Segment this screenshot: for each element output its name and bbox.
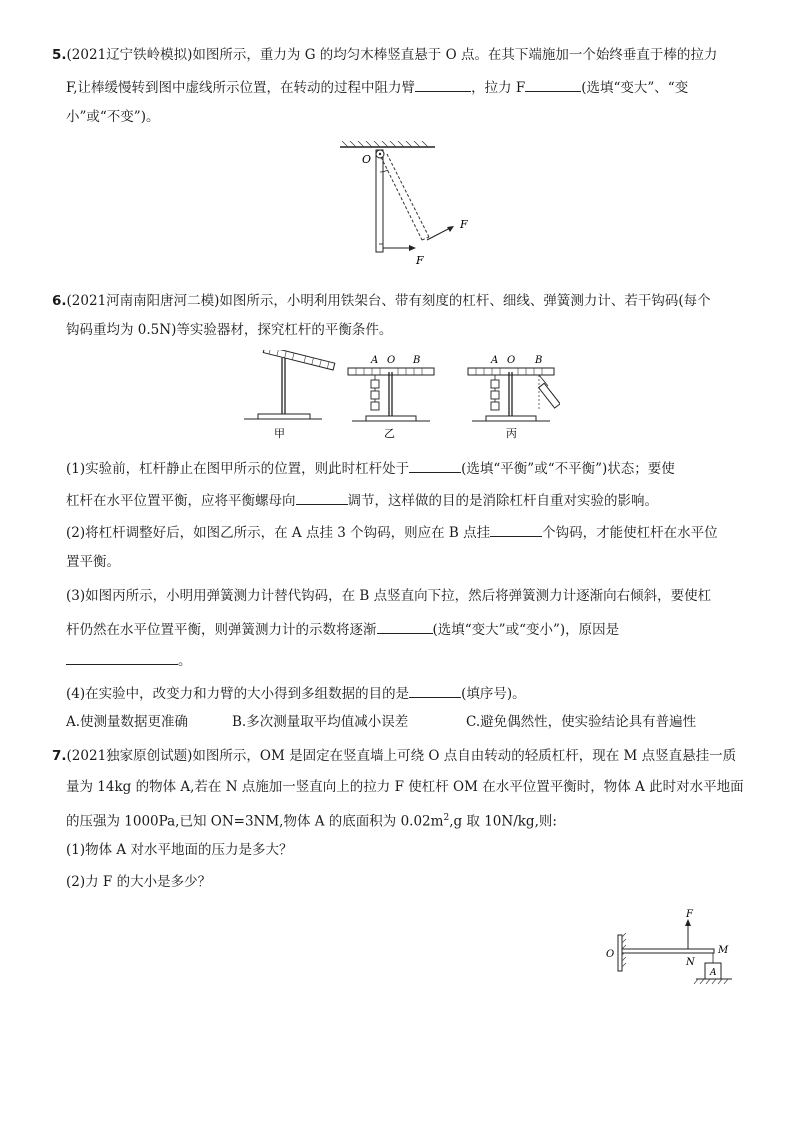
q6-part3-line-2 <box>66 619 619 639</box>
q5-text-3: 小”或“不变”)。 <box>66 109 160 125</box>
q5-blank-1[interactable] <box>415 77 471 92</box>
q6-p4-text-a: (4)在实验中，改变力和力臂的大小得到多组数据的目的是 <box>66 686 410 702</box>
q7-text-1: (2021独家原创试题)如图所示，OM 是固定在竖直墙上可绕 O 点自由转动的轻质杠杆，现在 M 点竖直悬挂一质 <box>66 748 737 764</box>
q6-p4-text-b: (填序号)。 <box>461 686 526 702</box>
q6-p3-blank-1[interactable] <box>377 619 433 634</box>
q6-p2-text-b: 个钩码，才能使杠杆在水平位 <box>542 525 718 541</box>
q7-text-2: 量为 14kg 的物体 A,若在 N 点施加一竖直向上的拉力 F 使杠杆 OM 在水平位置平衡时，物体 A 此时对水平地面 <box>66 779 744 795</box>
q6-part4-line <box>66 683 526 703</box>
q6-part2-line-2 <box>66 553 120 571</box>
q6-p1-text-c: 杠杆在水平位置平衡，应将平衡螺母向 <box>66 493 296 509</box>
q5-text-2c: (选填“变大”、“变 <box>581 80 689 96</box>
q6-part2-line-1 <box>66 522 718 542</box>
q7-label-f: F <box>686 909 693 920</box>
q5-label-f1: F <box>460 218 468 231</box>
q6-p2-text-c: 置平衡。 <box>66 554 120 570</box>
q6-fig-bing <box>468 355 560 440</box>
q6-part1-line-2 <box>66 490 658 510</box>
q5-number: 5. <box>52 47 67 63</box>
q6-bing-label-b: B <box>535 355 543 366</box>
q6-p3-text-a: (3)如图丙所示，小明用弹簧测力计替代钩码，在 B 点竖直向下拉，然后将弹簧测力计逐渐向右倾斜，要使杠 <box>66 588 712 604</box>
q6-number: 6. <box>52 293 67 309</box>
q6-yi-label-b: B <box>413 355 421 366</box>
q6-p2-blank[interactable] <box>490 522 542 537</box>
q6-caption-jia: 甲 <box>274 427 285 440</box>
q6-p2-text-a: (2)将杠杆调整好后，如图乙所示，在 A 点挂 3 个钩码，则应在 B 点挂 <box>66 525 491 541</box>
q5-text-1: (2021辽宁铁岭模拟)如图所示，重力为 G 的均匀木棒竖直悬于 O 点。在其下端施加一个始终垂直于棒的拉力 <box>66 47 718 63</box>
q6-yi-label-a: A <box>371 355 379 366</box>
q6-p1-text-a: (1)实验前，杠杆静止在图甲所示的位置，则此时杠杆处于 <box>66 461 410 477</box>
q6-p3-text-c: (选填“变大”或“变小”)，原因是 <box>432 622 620 638</box>
q7-text-3a: 的压强为 1000Pa,已知 ON=3NM,物体 A 的底面积为 0.02m <box>66 813 444 830</box>
q6-caption-yi: 乙 <box>384 427 395 440</box>
q6-bing-label-a: A <box>491 355 499 366</box>
q6-p1-text-b: (选填“平衡”或“不平衡”)状态；要使 <box>461 461 675 477</box>
q6-part1-line-1 <box>66 458 675 478</box>
q6-text-1: (2021河南南阳唐河二模)如图所示，小明利用铁架台、带有刻度的杠杆、细线、弹簧测力计、若干钩码(每个 <box>66 293 711 309</box>
q6-yi-label-o: O <box>387 355 396 366</box>
q7-sub-1: (1)物体 A 对水平地面的压力是多大？ <box>66 842 293 858</box>
q7-label-m: M <box>718 945 729 956</box>
q5-line-1 <box>52 46 717 64</box>
q6-p3-text-b: 杆仍然在水平位置平衡，则弹簧测力计的示数将逐渐 <box>66 622 377 638</box>
q7-text-3-sup: 2 <box>443 813 450 823</box>
q6-line-1 <box>52 292 711 310</box>
q6-text-2: 钩码重均为 0.5N)等实验器材，探究杠杆的平衡条件。 <box>66 322 393 338</box>
q5-text-2a: F,让棒缓慢转到图中虚线所示位置，在转动的过程中阻力臂 <box>66 80 416 96</box>
q6-option-c: C.避免偶然性，使实验结论具有普遍性 <box>466 714 697 730</box>
q7-line-3 <box>66 809 557 831</box>
q6-part3-line-3 <box>66 650 192 670</box>
q5-label-f2: F <box>416 254 424 267</box>
q7-label-o: O <box>606 949 615 960</box>
q5-label-o: O <box>362 153 372 166</box>
q6-part3-line-1 <box>66 587 711 605</box>
q6-lever-figures <box>230 350 560 440</box>
q6-p1-blank-1[interactable] <box>409 458 461 473</box>
q7-line-2 <box>66 778 744 796</box>
q6-caption-bing: 丙 <box>506 427 517 440</box>
q6-line-2 <box>66 321 392 339</box>
q7-text-3b: ,g 取 10N/kg,则: <box>449 813 557 830</box>
q5-text-2b: ，拉力 F <box>471 80 526 96</box>
q5-blank-2[interactable] <box>525 77 581 92</box>
q6-p1-blank-2[interactable] <box>296 490 348 505</box>
q6-fig-yi <box>348 355 434 440</box>
q6-p3-blank-2[interactable] <box>66 650 178 665</box>
q7-line-1 <box>52 747 736 765</box>
q6-option-a: A.使测量数据更准确 <box>66 714 189 730</box>
q6-bing-label-o: O <box>507 355 516 366</box>
q7-label-a: A <box>710 968 717 978</box>
q7-lever-figure <box>600 905 740 995</box>
q7-label-n: N <box>686 957 695 968</box>
q5-line-2 <box>66 77 688 97</box>
q6-p3-text-d: 。 <box>178 653 192 669</box>
q6-p1-text-d: 调节，这样做的目的是消除杠杆自重对实验的影响。 <box>347 493 658 509</box>
q7-sub-2: (2)力 F 的大小是多少？ <box>66 874 212 890</box>
q7-number: 7. <box>52 748 67 764</box>
q6-p4-blank[interactable] <box>409 683 461 698</box>
q5-lever-figure <box>330 140 480 270</box>
q6-fig-jia <box>244 350 335 440</box>
q6-option-b: B.多次测量取平均值减小误差 <box>232 714 409 730</box>
q5-line-3 <box>66 108 159 126</box>
